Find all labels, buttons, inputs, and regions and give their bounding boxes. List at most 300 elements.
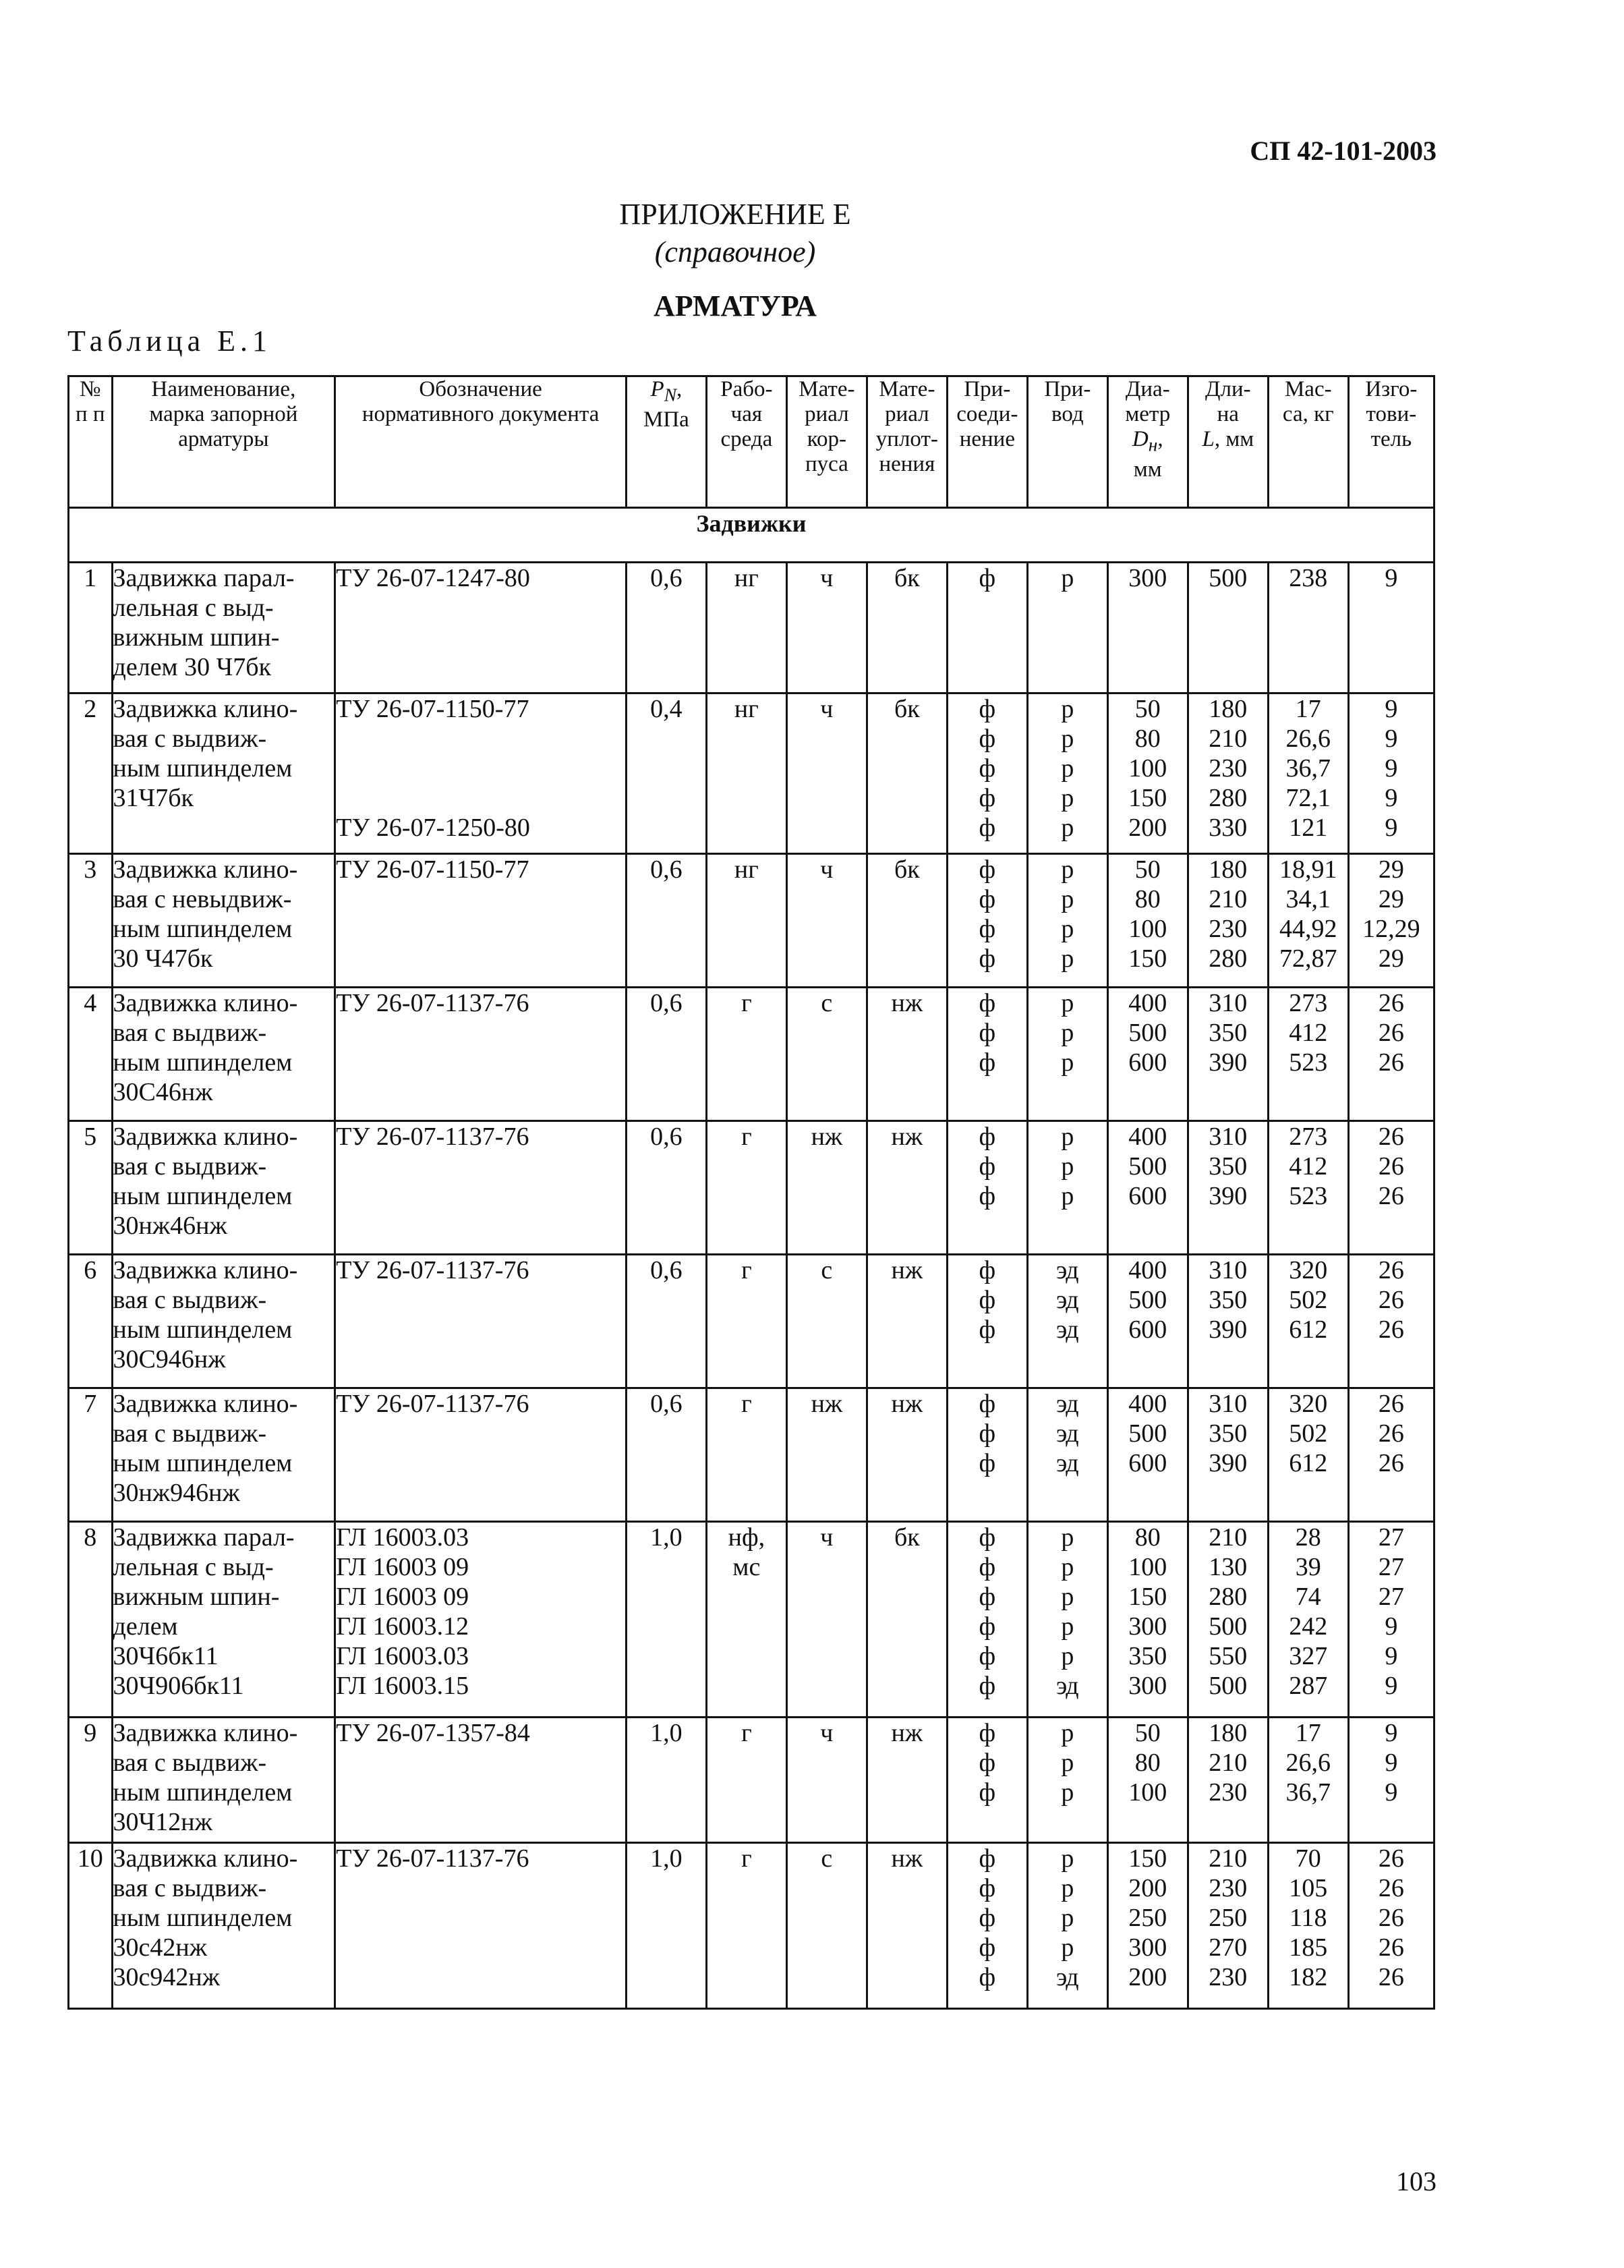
fitting-name-line: Задвижка парал-	[113, 1523, 295, 1552]
header-line: метр	[1125, 402, 1171, 426]
seal-material: нж	[867, 1255, 947, 1388]
body-material: ч	[786, 563, 867, 693]
diameter-symbol: $D_н$,	[1132, 427, 1163, 455]
working-medium	[706, 1843, 786, 2009]
drive-type-line: р	[1061, 1182, 1074, 1210]
normative-document	[335, 988, 627, 1121]
normative-document-line: ГЛ 16003.15	[336, 1672, 469, 1700]
nominal-diameter-line: 500	[1128, 1286, 1167, 1314]
working-medium-line: г	[741, 1390, 752, 1418]
body-material: нж	[786, 1121, 867, 1255]
document-code: СП 42-101-2003	[1250, 136, 1437, 166]
pn-symbol-subscript: N	[664, 384, 677, 405]
manufacturer-code-line: 26	[1378, 1449, 1404, 1477]
fitting-name-line: 30 Ч47бк	[113, 944, 213, 973]
nominal-diameter-line: 100	[1128, 754, 1167, 783]
header-line: риал	[885, 402, 929, 426]
connection-type-line: ф	[979, 1182, 996, 1210]
fitting-name-line: вая с выдвиж-	[113, 725, 267, 753]
length-value-line: 350	[1209, 1286, 1248, 1314]
connection-type-line: ф	[979, 1286, 996, 1314]
nominal-diameter-line: 150	[1128, 784, 1167, 812]
fitting-name-line: вая с выдвиж-	[113, 1152, 267, 1181]
manufacturer-code	[1348, 563, 1434, 693]
header-line: соеди-	[956, 402, 1018, 426]
fitting-name-line: 30Ч6бк11	[113, 1642, 219, 1670]
seal-material: бк	[867, 693, 947, 854]
fitting-name-line: Задвижка клино-	[113, 989, 298, 1017]
nominal-diameter-line: 50	[1134, 1719, 1161, 1747]
nominal-diameter-line: 50	[1134, 855, 1161, 884]
normative-document-line: ТУ 26-07-1357-84	[336, 1719, 530, 1747]
drive-type-line: эд	[1055, 1390, 1079, 1418]
length-value	[1188, 1718, 1268, 1843]
seal-material: нж	[867, 1388, 947, 1522]
working-medium	[706, 1255, 786, 1388]
header-line: пуса	[805, 452, 848, 476]
drive-type	[1027, 1388, 1107, 1522]
fitting-name-line: Задвижка клино-	[113, 1719, 298, 1747]
fitting-name-line: делем	[113, 1612, 178, 1641]
nominal-pressure: 0,6	[626, 1255, 706, 1388]
manufacturer-code-line: 29	[1378, 944, 1404, 973]
connection-type-line: ф	[979, 1419, 996, 1448]
manufacturer-code-line: 9	[1385, 754, 1398, 783]
body-material: ч	[786, 1718, 867, 1843]
mass-value-line: 242	[1289, 1612, 1328, 1641]
connection-type-line: ф	[979, 1152, 996, 1181]
header-line: нормативного документа	[361, 402, 600, 426]
length-symbol-letter: L	[1202, 427, 1215, 451]
drive-type-line: р	[1061, 1553, 1074, 1581]
nominal-diameter-line: 100	[1128, 1553, 1167, 1581]
header-line: риал	[805, 402, 849, 426]
header-line: тель	[1370, 427, 1412, 451]
mass-value	[1268, 1255, 1348, 1388]
mass-value-line: 287	[1289, 1672, 1328, 1700]
manufacturer-code	[1348, 1388, 1434, 1522]
fitting-name-line: 31Ч7бк	[113, 784, 194, 812]
normative-document-line: ГЛ 16003.03	[336, 1523, 469, 1552]
manufacturer-code-line: 29	[1378, 885, 1404, 913]
manufacturer-code-line: 9	[1385, 1778, 1398, 1807]
manufacturer-code-line: 26	[1378, 1152, 1404, 1181]
mass-value	[1268, 1121, 1348, 1255]
nominal-diameter-line: 500	[1128, 1152, 1167, 1181]
fitting-name-line: 30С46нж	[113, 1078, 213, 1106]
seal-material: нж	[867, 988, 947, 1121]
manufacturer-code-line: 9	[1385, 564, 1398, 592]
nominal-diameter-line: 250	[1128, 1904, 1167, 1932]
nominal-diameter	[1107, 854, 1188, 988]
drive-type-line: р	[1061, 885, 1074, 913]
fitting-name	[112, 1718, 335, 1843]
length-value	[1188, 1843, 1268, 2009]
length-value	[1188, 854, 1268, 988]
connection-type-line: ф	[979, 695, 996, 723]
body-material: с	[786, 1255, 867, 1388]
connection-type-line: ф	[979, 855, 996, 884]
fitting-name-line: 30с942нж	[113, 1963, 220, 1991]
drive-type-line: р	[1061, 1523, 1074, 1552]
section-row	[69, 508, 1434, 563]
working-medium-line: нг	[734, 564, 759, 592]
col-header-num	[69, 376, 113, 508]
col-header-connection	[947, 376, 1027, 508]
length-value-line: 280	[1209, 944, 1248, 973]
manufacturer-code-line: 9	[1385, 814, 1398, 842]
working-medium-line: нф,	[728, 1523, 765, 1552]
col-header-maker	[1348, 376, 1434, 508]
body-material: ч	[786, 693, 867, 854]
nominal-diameter-line: 80	[1134, 1749, 1161, 1777]
fitting-name-line: вая с выдвиж-	[113, 1019, 267, 1047]
row-number: 1	[69, 563, 113, 693]
fitting-name-line: ным шпинделем	[113, 1315, 293, 1344]
mass-value-line: 17	[1295, 695, 1321, 723]
connection-type	[947, 563, 1027, 693]
working-medium-line: мс	[732, 1553, 761, 1581]
nominal-diameter-line: 150	[1128, 1583, 1167, 1611]
working-medium-line: г	[741, 1123, 752, 1151]
length-value-line: 130	[1209, 1553, 1248, 1581]
mass-value-line: 26,6	[1285, 725, 1331, 753]
connection-type-line: ф	[979, 1449, 996, 1477]
fitting-name-line: 30нж946нж	[113, 1479, 240, 1507]
length-value-line: 230	[1209, 1874, 1248, 1902]
header-line: на	[1217, 402, 1239, 426]
mass-value-line: 182	[1289, 1963, 1328, 1991]
fitting-name-line: вая с выдвиж-	[113, 1419, 267, 1448]
mass-value-line: 72,1	[1285, 784, 1331, 812]
drive-type-line: р	[1061, 989, 1074, 1017]
length-value-line: 210	[1209, 885, 1248, 913]
drive-type-line: р	[1061, 814, 1074, 842]
drive-type-line: р	[1061, 1749, 1074, 1777]
header-line: Мате-	[799, 377, 855, 401]
drive-type-line: р	[1061, 564, 1074, 592]
nominal-pressure: 1,0	[626, 1718, 706, 1843]
normative-document	[335, 1718, 627, 1843]
length-value-line: 550	[1209, 1642, 1248, 1670]
length-value-line: 310	[1209, 1123, 1248, 1151]
header-line: арматуры	[178, 427, 269, 451]
working-medium	[706, 988, 786, 1121]
pn-symbol-letter: P	[650, 377, 664, 401]
manufacturer-code	[1348, 1843, 1434, 2009]
connection-type-line: ф	[979, 1749, 996, 1777]
nominal-diameter-line: 200	[1128, 1963, 1167, 1991]
drive-type	[1027, 988, 1107, 1121]
mass-value-line: 412	[1289, 1152, 1328, 1181]
connection-type-line: ф	[979, 1390, 996, 1418]
length-value	[1188, 1255, 1268, 1388]
header-line: марка запорной	[149, 402, 298, 426]
fitting-name-line: 30с42нж	[113, 1933, 207, 1962]
mass-value-line: 36,7	[1285, 1778, 1331, 1807]
table-row	[69, 1843, 1434, 2009]
nominal-diameter-line: 600	[1128, 1048, 1167, 1077]
length-value-line: 330	[1209, 814, 1248, 842]
length-value-line: 350	[1209, 1419, 1248, 1448]
table-row	[69, 693, 1434, 854]
length-value-line: 350	[1209, 1152, 1248, 1181]
table-row	[69, 1121, 1434, 1255]
col-header-doc	[335, 376, 627, 508]
normative-document	[335, 1121, 627, 1255]
mass-value-line: 39	[1295, 1553, 1321, 1581]
header-line: нения	[879, 452, 935, 476]
manufacturer-code-line: 9	[1385, 784, 1398, 812]
nominal-diameter	[1107, 1718, 1188, 1843]
drive-type	[1027, 1843, 1107, 2009]
manufacturer-code-line: 26	[1378, 1844, 1404, 1873]
mass-value-line: 523	[1289, 1048, 1328, 1077]
connection-type-line: ф	[979, 1315, 996, 1344]
row-number: 10	[69, 1843, 113, 2009]
length-symbol: L, мм	[1202, 427, 1254, 451]
connection-type-line: ф	[979, 1553, 996, 1581]
fitting-name-line: вижным шпин-	[113, 623, 280, 652]
connection-type-line: ф	[979, 754, 996, 783]
connection-type	[947, 988, 1027, 1121]
length-value-line: 210	[1209, 1523, 1248, 1552]
length-value	[1188, 1522, 1268, 1718]
connection-type-line: ф	[979, 1933, 996, 1962]
length-value-line: 500	[1209, 1612, 1248, 1641]
mass-value-line: 18,91	[1279, 855, 1337, 884]
nominal-diameter	[1107, 563, 1188, 693]
length-value-line: 310	[1209, 1390, 1248, 1418]
mass-value	[1268, 1522, 1348, 1718]
normative-document	[335, 1255, 627, 1388]
mass-value-line: 28	[1295, 1523, 1321, 1552]
drive-type-line: р	[1061, 944, 1074, 973]
connection-type-line: ф	[979, 1583, 996, 1611]
length-value	[1188, 563, 1268, 693]
working-medium	[706, 693, 786, 854]
length-value	[1188, 988, 1268, 1121]
fitting-name-line: ным шпинделем	[113, 915, 293, 943]
manufacturer-code-line: 9	[1385, 725, 1398, 753]
table-row	[69, 988, 1434, 1121]
table-row	[69, 1388, 1434, 1522]
manufacturer-code-line: 9	[1385, 695, 1398, 723]
normative-document-line: ТУ 26-07-1250-80	[336, 814, 530, 842]
seal-material: бк	[867, 1522, 947, 1718]
fitting-name-line: ным шпинделем	[113, 1182, 293, 1210]
length-value-line: 390	[1209, 1315, 1248, 1344]
manufacturer-code-line: 9	[1385, 1642, 1398, 1670]
mass-value-line: 70	[1295, 1844, 1321, 1873]
connection-type-line: ф	[979, 1123, 996, 1151]
manufacturer-code-line: 12,29	[1362, 915, 1420, 943]
col-header-medium	[706, 376, 786, 508]
appendix-title: ПРИЛОЖЕНИЕ Е	[619, 198, 851, 231]
length-value-line: 390	[1209, 1449, 1248, 1477]
nominal-diameter-line: 200	[1128, 1874, 1167, 1902]
row-number: 2	[69, 693, 113, 854]
working-medium	[706, 1522, 786, 1718]
normative-document-line: ТУ 26-07-1137-76	[336, 1844, 529, 1873]
drive-type	[1027, 1718, 1107, 1843]
length-value-line: 210	[1209, 725, 1248, 753]
drive-type-line: р	[1061, 1642, 1074, 1670]
col-header-name	[112, 376, 335, 508]
connection-type	[947, 693, 1027, 854]
connection-type-line: ф	[979, 1672, 996, 1700]
appendix-title-block	[580, 196, 890, 325]
drive-type-line: эд	[1055, 1256, 1079, 1284]
working-medium-line: г	[741, 1844, 752, 1873]
manufacturer-code-line: 9	[1385, 1612, 1398, 1641]
connection-type-line: ф	[979, 1778, 996, 1807]
nominal-diameter-line: 400	[1128, 1123, 1167, 1151]
fitting-name-line: Задвижка клино-	[113, 695, 298, 723]
fitting-name-line: ным шпинделем	[113, 1778, 293, 1807]
header-line: вод	[1051, 402, 1084, 426]
table-row	[69, 1522, 1434, 1718]
header-line: Обозначение	[419, 377, 542, 401]
nominal-diameter-line: 300	[1128, 1933, 1167, 1962]
table-row	[69, 1255, 1434, 1388]
nominal-diameter	[1107, 988, 1188, 1121]
diameter-symbol-letter: D	[1132, 427, 1149, 451]
connection-type-line: ф	[979, 1048, 996, 1077]
fitting-name	[112, 693, 335, 854]
drive-type-line: эд	[1055, 1963, 1079, 1991]
drive-type-line: р	[1061, 1778, 1074, 1807]
mass-value-line: 185	[1289, 1933, 1328, 1962]
body-material: с	[786, 1843, 867, 2009]
manufacturer-code-line: 26	[1378, 1048, 1404, 1077]
mass-value	[1268, 1388, 1348, 1522]
connection-type-line: ф	[979, 814, 996, 842]
connection-type-line: ф	[979, 1963, 996, 1991]
fitting-name-line: вая с выдвиж-	[113, 1874, 267, 1902]
nominal-diameter	[1107, 1388, 1188, 1522]
drive-type	[1027, 854, 1107, 988]
drive-type-line: р	[1061, 1048, 1074, 1077]
normative-document-line: ТУ 26-07-1150-77	[336, 695, 529, 723]
diameter-symbol-subscript: н	[1148, 434, 1158, 455]
fitting-name-line: ным шпинделем	[113, 1048, 293, 1077]
header-line: При-	[1044, 377, 1091, 401]
mass-value	[1268, 563, 1348, 693]
connection-type-line: ф	[979, 1904, 996, 1932]
fitting-name-line: лельная с выд-	[113, 594, 274, 622]
nominal-pressure: 0,6	[626, 563, 706, 693]
col-header-diameter	[1107, 376, 1188, 508]
pn-symbol: $P_N$,	[650, 377, 683, 405]
drive-type-line: р	[1061, 1019, 1074, 1047]
manufacturer-code	[1348, 693, 1434, 854]
manufacturer-code-line: 26	[1378, 1933, 1404, 1962]
manufacturer-code-line: 26	[1378, 1963, 1404, 1991]
manufacturer-code-line: 26	[1378, 1182, 1404, 1210]
length-value-line: 230	[1209, 754, 1248, 783]
drive-type-line: р	[1061, 1844, 1074, 1873]
manufacturer-code-line: 26	[1378, 1315, 1404, 1344]
nominal-diameter-line: 350	[1128, 1642, 1167, 1670]
table-header-row	[69, 376, 1434, 508]
mass-value-line: 327	[1289, 1642, 1328, 1670]
nominal-diameter-line: 100	[1128, 1778, 1167, 1807]
drive-type	[1027, 693, 1107, 854]
normative-document-line: ГЛ 16003 09	[336, 1553, 469, 1581]
col-header-seal-material	[867, 376, 947, 508]
drive-type-line: р	[1061, 1152, 1074, 1181]
col-header-length	[1188, 376, 1268, 508]
mass-value-line: 26,6	[1285, 1749, 1331, 1777]
fitting-name-line: 30С946нж	[113, 1345, 226, 1373]
fitting-name-line: вая с выдвиж-	[113, 1286, 267, 1314]
appendix-note: (справочное)	[654, 235, 816, 268]
normative-document	[335, 854, 627, 988]
header-line: Изго-	[1365, 377, 1418, 401]
normative-document-line	[336, 754, 625, 783]
connection-type	[947, 1121, 1027, 1255]
col-header-drive	[1027, 376, 1107, 508]
manufacturer-code	[1348, 988, 1434, 1121]
pn-symbol-unit: МПа	[643, 407, 689, 432]
body-material: ч	[786, 854, 867, 988]
connection-type-line: ф	[979, 915, 996, 943]
drive-type-line: р	[1061, 1612, 1074, 1641]
working-medium-line: нг	[734, 855, 759, 884]
length-value	[1188, 693, 1268, 854]
nominal-pressure: 0,6	[626, 988, 706, 1121]
header-line: Мате-	[879, 377, 935, 401]
mass-value-line: 121	[1289, 814, 1328, 842]
fitting-name-line: Задвижка клино-	[113, 1390, 298, 1418]
nominal-diameter-line: 50	[1134, 695, 1161, 723]
connection-type-line: ф	[979, 1642, 996, 1670]
fitting-name-line: 30Ч906бк11	[113, 1672, 244, 1700]
length-value-line: 230	[1209, 915, 1248, 943]
mass-value-line: 320	[1289, 1390, 1328, 1418]
fitting-name	[112, 1388, 335, 1522]
mass-value	[1268, 988, 1348, 1121]
normative-document-line: ТУ 26-07-1137-76	[336, 1256, 529, 1284]
nominal-diameter-line: 80	[1134, 885, 1161, 913]
fitting-name-line: вая с выдвиж-	[113, 1749, 267, 1777]
connection-type-line: ф	[979, 564, 996, 592]
normative-document-line: ТУ 26-07-1137-76	[336, 1390, 529, 1418]
mass-value-line: 36,7	[1285, 754, 1331, 783]
fittings-table	[67, 375, 1435, 2010]
nominal-diameter-line: 600	[1128, 1315, 1167, 1344]
normative-document	[335, 563, 627, 693]
nominal-pressure: 0,6	[626, 1388, 706, 1522]
fitting-name-line: ным шпинделем	[113, 1904, 293, 1932]
normative-document-line	[336, 783, 625, 813]
nominal-pressure: 0,6	[626, 854, 706, 988]
row-number: 5	[69, 1121, 113, 1255]
length-value-line: 210	[1209, 1749, 1248, 1777]
page-number: 103	[1396, 2166, 1437, 2196]
length-value-line: 500	[1209, 1672, 1248, 1700]
drive-type-line: р	[1061, 1719, 1074, 1747]
fitting-name-line: делем 30 Ч7бк	[113, 653, 272, 681]
drive-type	[1027, 1121, 1107, 1255]
nominal-pressure: 0,6	[626, 1121, 706, 1255]
manufacturer-code-line: 26	[1378, 1256, 1404, 1284]
drive-type	[1027, 563, 1107, 693]
length-value-line: 180	[1209, 1719, 1248, 1747]
nominal-pressure: 1,0	[626, 1522, 706, 1718]
nominal-diameter-line: 80	[1134, 725, 1161, 753]
